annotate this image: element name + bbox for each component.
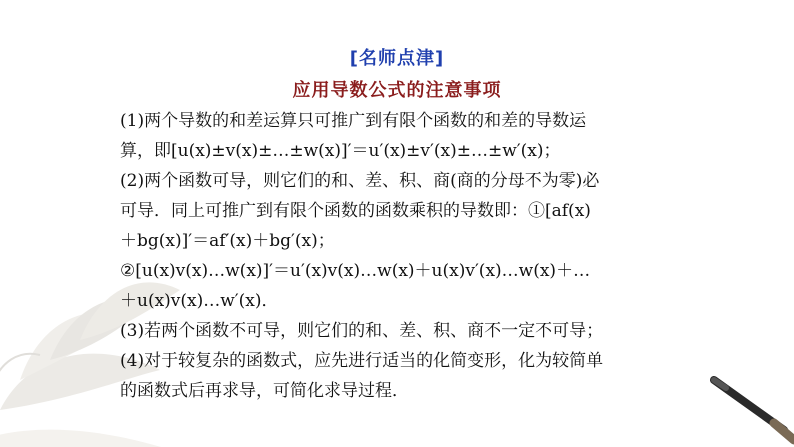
section-heading: 应用导数公式的注意事项 — [292, 80, 502, 101]
calligraphy-brush-illustration — [704, 370, 794, 447]
note-line-1: (1)两个导数的和差运算只可推广到有限个函数的和差的导数运 — [120, 111, 587, 131]
note-line-9: (4)对于较复杂的函数式，应先进行适当的化简变形，化为较简单 — [120, 351, 604, 371]
notes-body — [120, 106, 680, 406]
note-line-2: 算，即[u(x)±v(x)±…±w(x)]′＝u′(x)±v′(x)±…±w′(x)； — [120, 141, 561, 161]
section-tag: [名师点津] — [349, 48, 445, 69]
note-line-7: ＋u(x)v(x)…w′(x)． — [120, 291, 279, 311]
note-line-6: ②[u(x)v(x)…w(x)]′＝u′(x)v(x)…w(x)＋u(x)v′(x)…w(x)＋… — [120, 261, 591, 281]
note-line-10: 的函数式后再求导，可简化求导过程． — [120, 381, 409, 401]
note-line-4: 可导．同上可推广到有限个函数的函数乘积的导数即：①[af(x) — [120, 201, 591, 221]
note-line-5: ＋bg(x)]′＝af′(x)＋bg′(x)； — [120, 231, 335, 251]
note-line-8: (3)若两个函数不可导，则它们的和、差、积、商不一定不可导； — [120, 321, 604, 341]
note-line-3: (2)两个函数可导，则它们的和、差、积、商(商的分母不为零)必 — [120, 171, 600, 191]
